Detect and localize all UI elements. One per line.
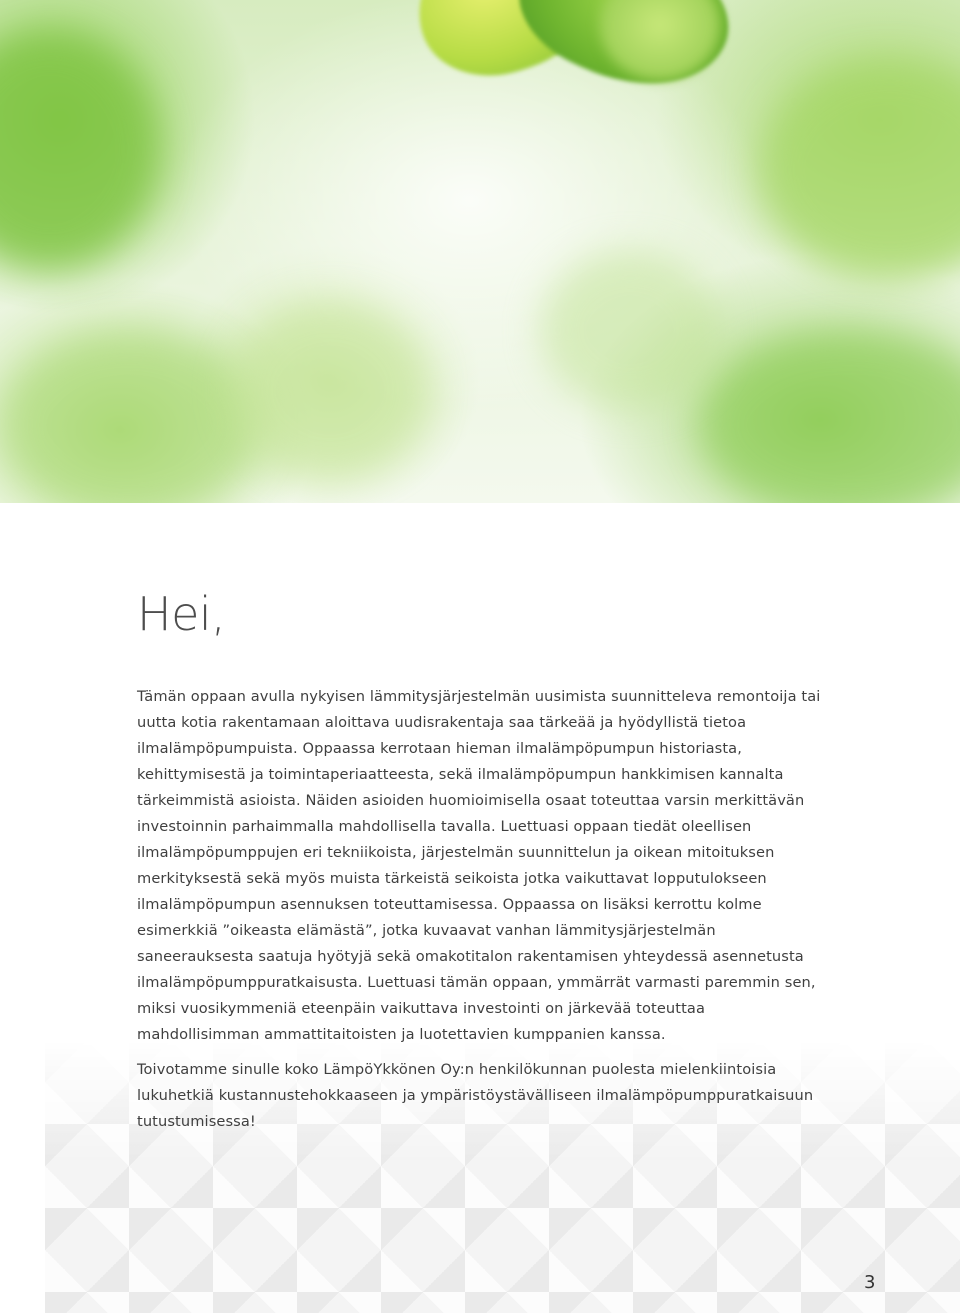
photo-bokeh-blob: [0, 330, 260, 503]
intro-paragraph: Tämän oppaan avulla nykyisen lämmitysjärjestelmän uusimista suunnitteleva remontoija tai uutta kotia rakentamaan aloittava uudisrakentaja saa tärkeää ja hyödyllistä tietoa ilmalämpöpumpuista. Oppaassa kerrotaan hieman ilmalämpöpumpun historiasta, kehittymisestä ja toimintaperiaatteesta, sekä ilmalämpöpumpun hankkimisen kannalta tärkeimmistä asioista. Näiden asioiden huomioimisella osaat toteuttaa varsin merkittävän investoinnin parhaimmalla mahdollisella tavalla. Luettuasi oppaan tiedät oleellisen ilmalämpöpumppujen eri tekniikoista, järjestelmän suunnittelun ja oikean mitoituksen merkityksestä sekä myös muista tärkeistä seikoista jotka vaikuttavat lopputulokseen ilmalämpöpumpun asennuksen toteuttamisessa. Oppaassa on lisäksi kerrottu kolme esimerkkiä ”oikeasta elämästä”, jotka kuvaavat vanhan lämmitysjärjestelmän saneerauksesta saatuja hyötyjä sekä omakotitalon rakentamisen yhteydessä asennetusta ilmalämpöpumppuratkaisusta. Luettuasi tämän oppaan, ymmärrät varmasti paremmin sen, miksi vuosikymmeniä eteenpäin vaikuttava investointi on järkevää toteuttaa mahdollisimman ammattitaitoisten ja luotettavien kumppanien kanssa.: [137, 688, 821, 1043]
page-heading: Hei,: [137, 587, 226, 641]
hero-leaf-photo: [0, 0, 960, 503]
photo-bokeh-blob: [760, 60, 960, 280]
page-number: 3: [864, 1272, 876, 1293]
photo-bokeh-blob: [700, 330, 960, 503]
body-text: [137, 684, 827, 1135]
closing-paragraph: Toivotamme sinulle koko LämpöYkkönen Oy:n henkilökunnan puolesta mielenkiintoisia lukuhetkiä kustannustehokkaaseen ja ympäristöystävälliseen ilmalämpöpumppuratkaisuun tutustumisessa!: [137, 1061, 814, 1130]
photo-bokeh-blob: [0, 30, 160, 270]
photo-bokeh-blob: [230, 300, 430, 480]
photo-bokeh-blob: [540, 250, 720, 410]
